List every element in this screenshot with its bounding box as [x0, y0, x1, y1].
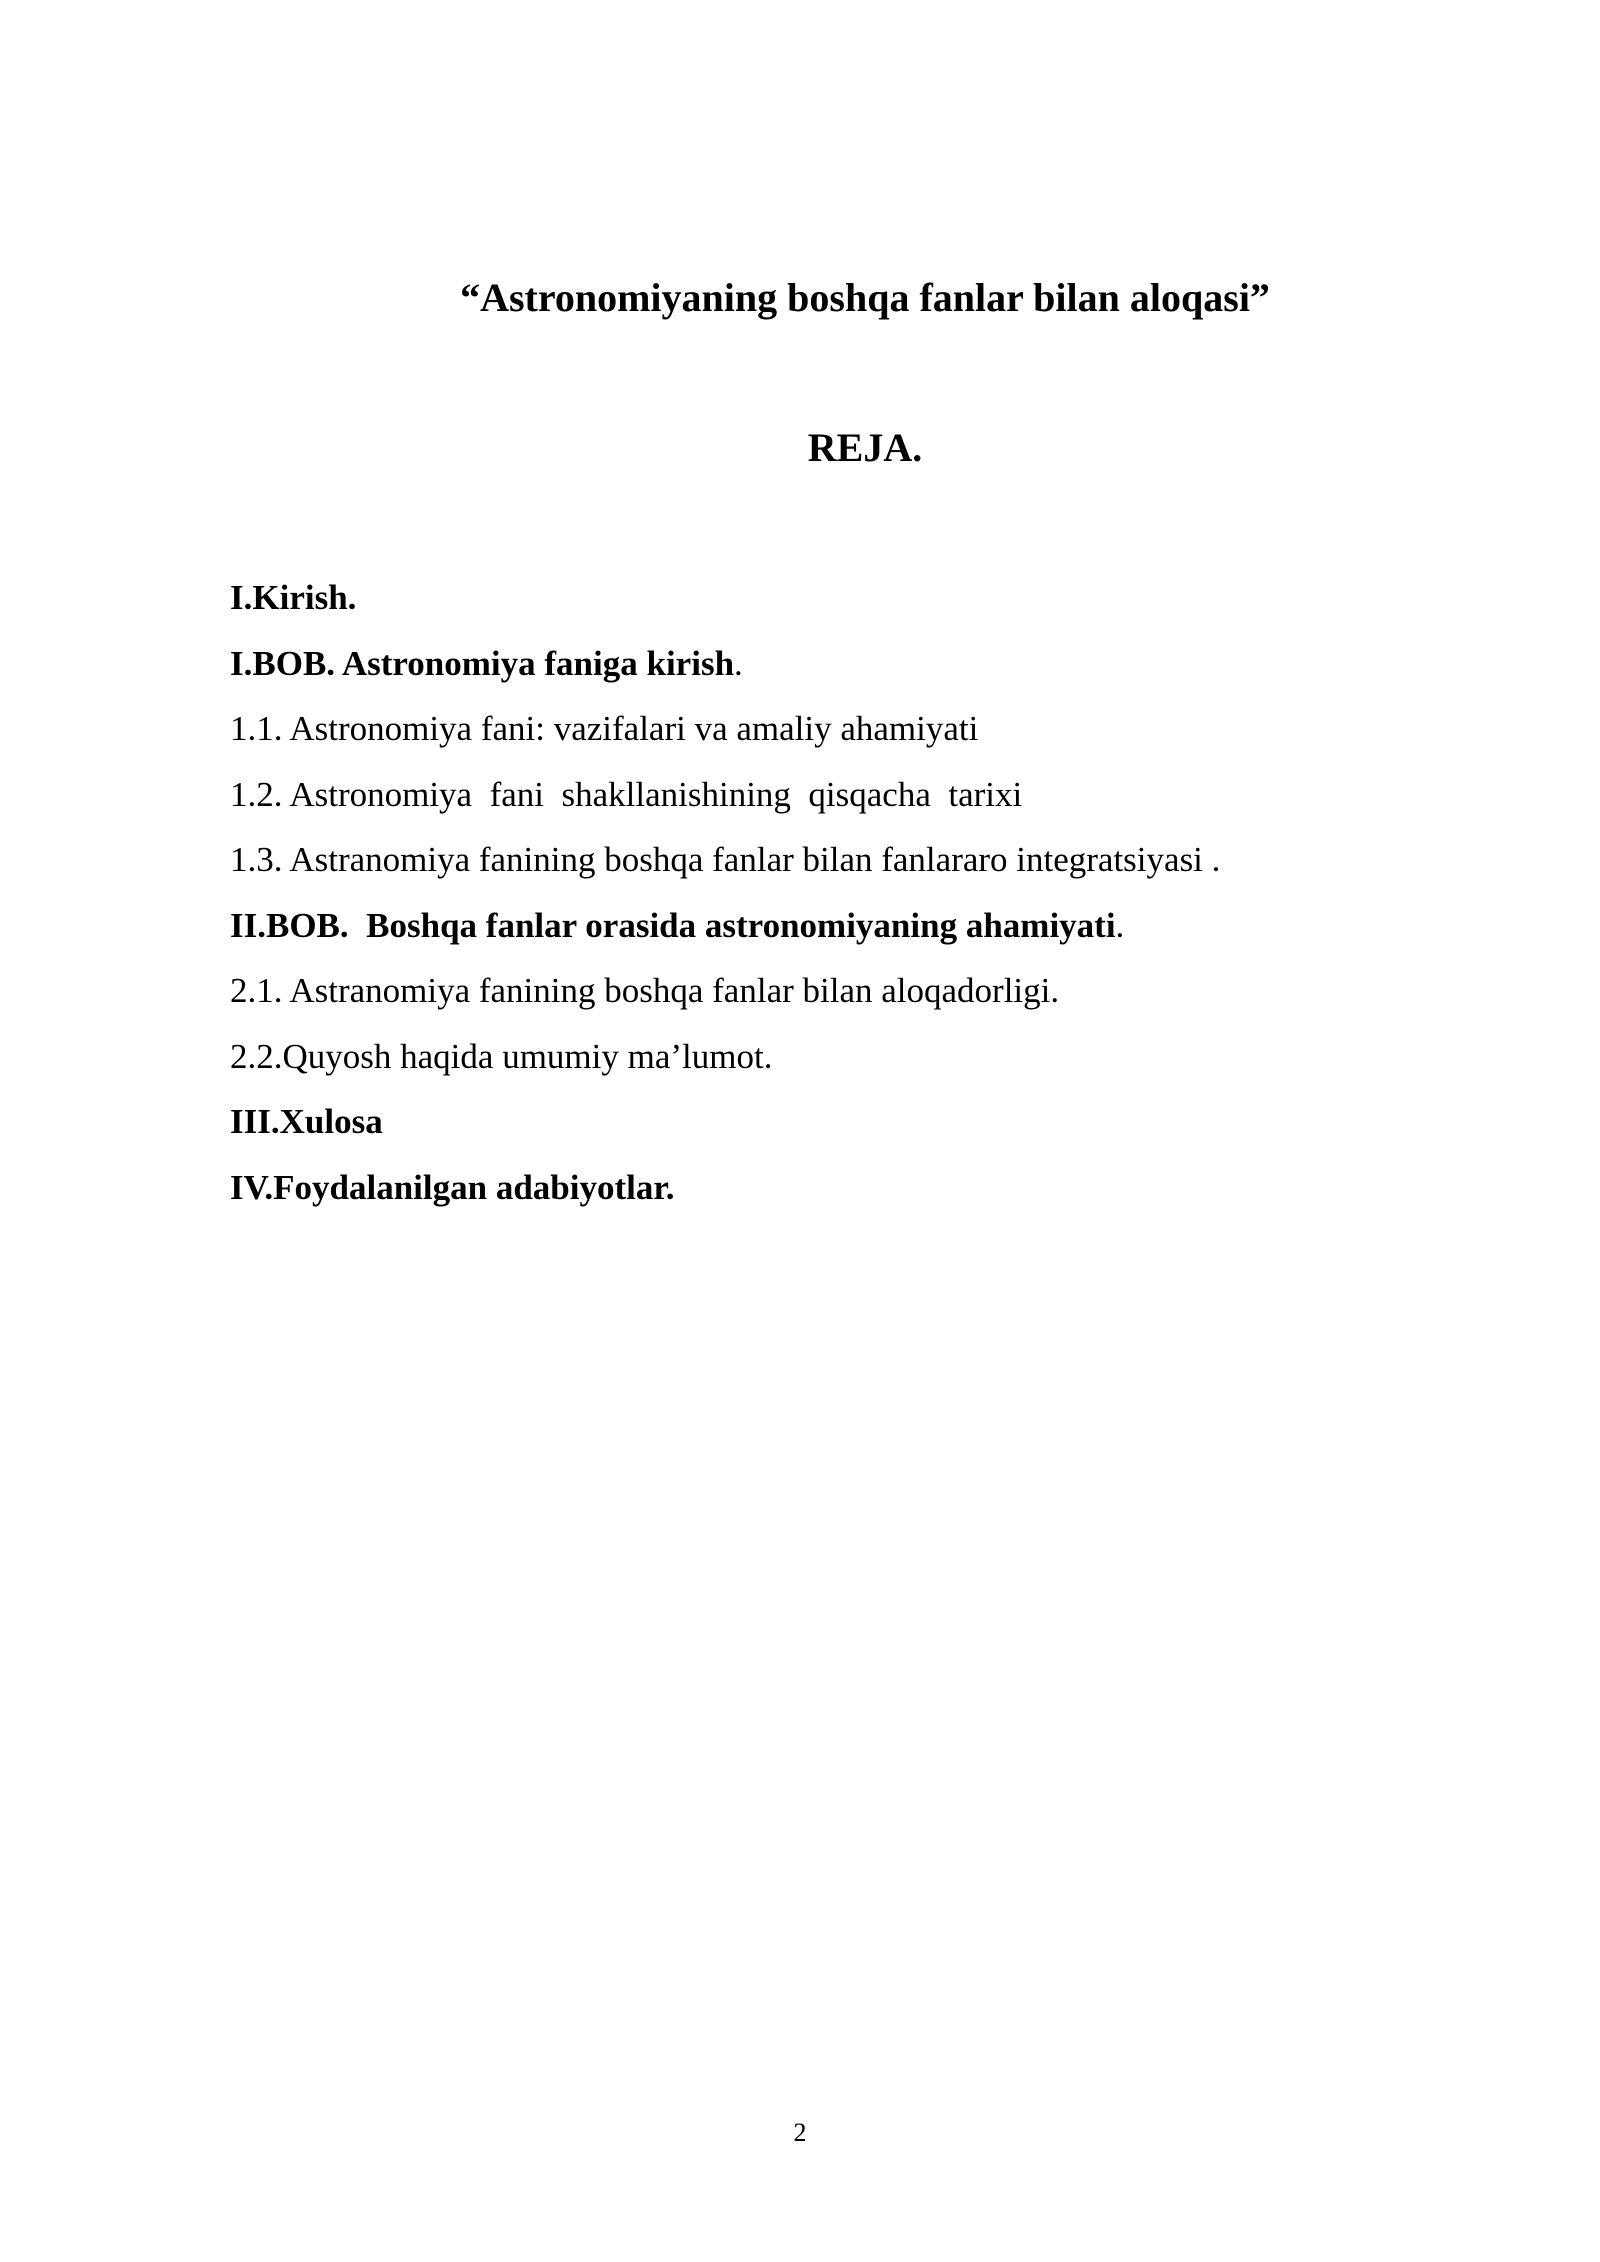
outline-item-text: II.BOB. Boshqa fanlar orasida astronomiyaning ahamiyati — [230, 905, 1116, 945]
outline-item-text: III.Xulosa — [230, 1102, 383, 1141]
outline-item-conclusion — [230, 1089, 1400, 1155]
outline-item-text: I.Kirish. — [230, 578, 357, 617]
outline-item-references — [230, 1155, 1400, 1221]
outline-item-1-3 — [230, 827, 1400, 893]
outline-item-1-2 — [230, 762, 1400, 828]
plan-heading: REJA. — [807, 425, 923, 470]
outline-item-chapter-1 — [230, 631, 1400, 697]
outline-item-text: 1.3. Astranomiya fanining boshqa fanlar bilan fanlararo integratsiyasi . — [230, 840, 1221, 879]
page-number: 2 — [793, 2118, 807, 2147]
outline-item-introduction — [230, 565, 1400, 631]
outline-item-tail: . — [1115, 905, 1125, 945]
outline-item-text: 2.1. Astranomiya fanining boshqa fanlar bilan aloqadorligi. — [230, 971, 1060, 1010]
outline-item-2-2 — [230, 1024, 1400, 1090]
outline-item-text: I.BOB. Astronomiya faniga kirish — [230, 643, 735, 683]
outline-item-1-1 — [230, 696, 1400, 762]
plan-outline — [230, 565, 1400, 1220]
outline-item-tail: . — [734, 643, 743, 683]
outline-item-text: 2.2.Quyosh haqida umumiy ma’lumot. — [230, 1036, 773, 1076]
outline-item-text: 1.2. Astronomiya fani shakllanishining qisqacha tarixi — [230, 774, 1023, 814]
document-title: “Astronomiyaning boshqa fanlar bilan aloqasi” — [460, 275, 1270, 320]
outline-item-2-1 — [230, 958, 1400, 1024]
outline-item-text: IV.Foydalanilgan adabiyotlar. — [230, 1167, 675, 1207]
outline-item-text: 1.1. Astronomiya fani: vazifalari va amaliy ahamiyati — [230, 709, 979, 748]
outline-item-chapter-2 — [230, 893, 1400, 959]
